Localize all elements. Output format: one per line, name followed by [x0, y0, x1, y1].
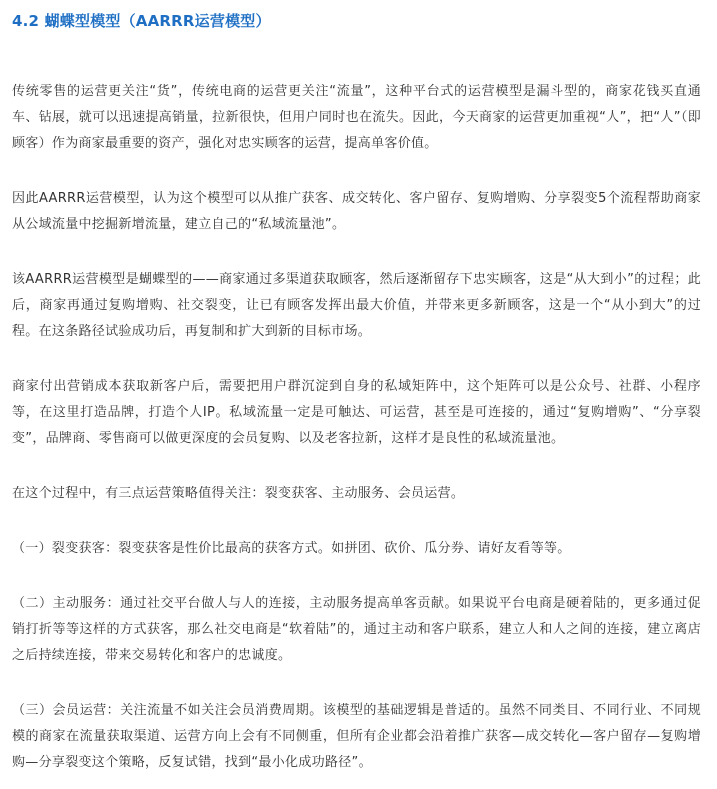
- section-heading: 4.2 蝴蝶型模型（AARRR运营模型）: [12, 12, 271, 30]
- paragraph-strategy-active-service: （二）主动服务：通过社交平台做人与人的连接，主动服务提高单客贡献。如果说平台电商是硬着陆的，更多通过促销打折等等这样的方式获客，那么社交电商是“软着陆”的，通过主动和客户联系，建立人和人之间的连接，建立离店之后持续连接，带来交易转化和客户的忠诚度。: [12, 596, 701, 663]
- paragraph-strategies-intro: 在这个过程中，有三点运营策略值得关注：裂变获客、主动服务、会员运营。: [12, 486, 465, 501]
- paragraph-aarrr-model: 因此AARRR运营模型，认为这个模型可以从推广获客、成交转化、客户留存、复购增购、分享裂变5个流程帮助商家从公域流量中挖掘新增流量，建立自己的“私域流量池”。: [12, 191, 701, 232]
- paragraph-strategy-fission: （一）裂变获客：裂变获客是性价比最高的获客方式。如拼团、砍价、瓜分券、请好友看等等。: [12, 541, 571, 556]
- paragraph-strategy-membership: （三）会员运营：关注流量不如关注会员消费周期。该模型的基础逻辑是普适的。虽然不同类目、不同行业、不同规模的商家在流量获取渠道、运营方向上会有不同侧重，但所有企业都会沿着推广获客—成交转化—客户留存—复购增购—分享裂变这个策略，反复试错，找到“最小化成功路径”。: [12, 703, 701, 770]
- paragraph-intro: 传统零售的运营更关注“货”，传统电商的运营更关注“流量”，这种平台式的运营模型是漏斗型的，商家花钱买直通车、钻展，就可以迅速提高销量，拉新很快，但用户同时也在流失。因此，今天商家的运营更加重视“人”，把“人”（即顾客）作为商家最重要的资产，强化对忠实顾客的运营，提高单客价值。: [12, 84, 701, 151]
- paragraph-butterfly-model: 该AARRR运营模型是蝴蝶型的——商家通过多渠道获取顾客，然后逐渐留存下忠实顾客，这是“从大到小”的过程；此后，商家再通过复购增购、社交裂变，让已有顾客发挥出最大价值，并带来更多新顾客，这是一个“从小到大”的过程。在这条路径试验成功后，再复制和扩大到新的目标市场。: [12, 272, 701, 339]
- paragraph-private-traffic: 商家付出营销成本获取新客户后，需要把用户群沉淀到自身的私域矩阵中，这个矩阵可以是公众号、社群、小程序等，在这里打造品牌，打造个人IP。私域流量一定是可触达、可运营，甚至是可连接的，通过“复购增购”、“分享裂变”，品牌商、零售商可以做更深度的会员复购、以及老客拉新，这样才是良性的私域流量池。: [12, 379, 701, 446]
